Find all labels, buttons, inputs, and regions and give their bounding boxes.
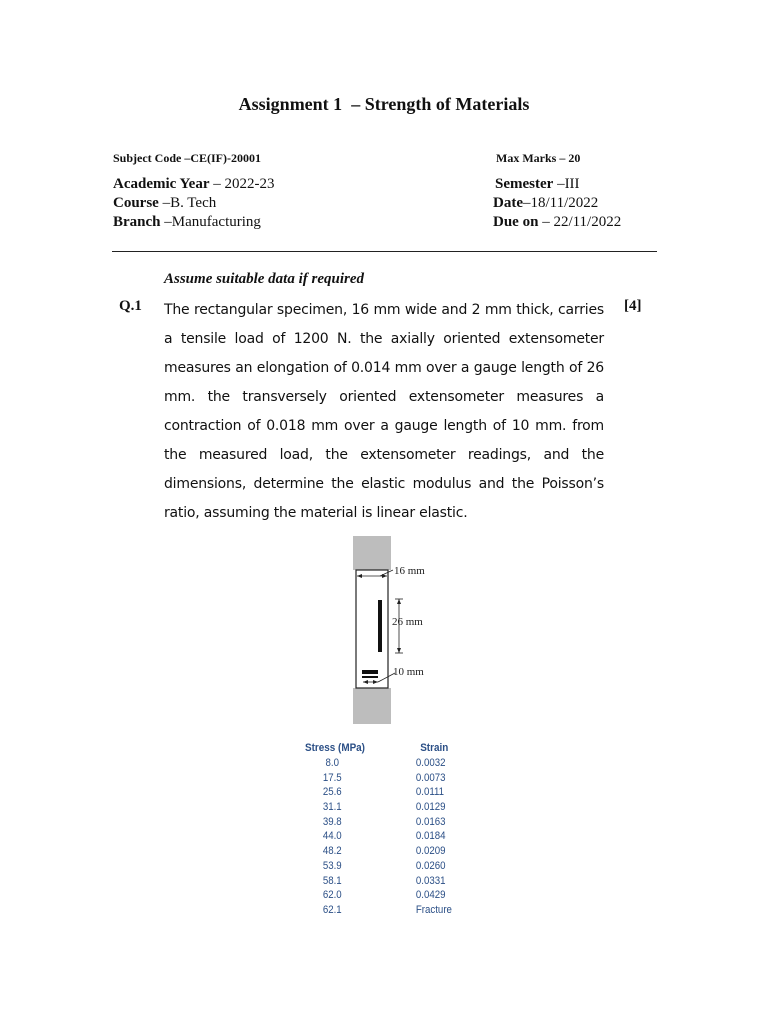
strain-cell: 0.0429: [415, 889, 446, 902]
stress-cell: 17.5: [322, 771, 342, 784]
strain-cell: 0.0209: [415, 845, 446, 858]
stress-cell: 62.0: [322, 889, 342, 902]
stress-cell: 62.1: [322, 903, 342, 916]
table-row: [305, 756, 481, 771]
semester-label: Semester: [495, 176, 554, 192]
table-row: [305, 903, 481, 918]
strain-cell: 0.0129: [415, 801, 446, 814]
table-row: [305, 844, 481, 859]
semester: [495, 176, 580, 193]
stress-cell: 31.1: [322, 801, 342, 814]
strain-cell: 0.0073: [415, 771, 446, 784]
date-value: –18/11/2022: [523, 195, 599, 211]
course: [113, 195, 216, 212]
academic-year-value: – 2022-23: [209, 176, 275, 192]
due-label: Due on: [493, 214, 539, 230]
semester-value: –III: [553, 176, 580, 192]
max-marks: Max Marks – 20: [496, 151, 581, 165]
table-row: [305, 888, 481, 903]
table-row: [305, 859, 481, 874]
table-row: [305, 874, 481, 889]
stress-cell: 8.0: [325, 757, 340, 769]
academic-year: [113, 176, 275, 193]
table-row: [305, 771, 481, 786]
instruction: Assume suitable data if required: [164, 271, 365, 287]
specimen-figure: [300, 536, 460, 726]
strain-cell: 0.0260: [415, 859, 446, 872]
strain-cell: 0.0111: [415, 786, 445, 799]
title-main: Assignment 1: [238, 94, 343, 114]
course-label: Course: [113, 195, 159, 211]
stress-cell: 48.2: [322, 845, 342, 858]
stress-cell: 53.9: [322, 859, 342, 872]
stress-strain-table: [305, 742, 505, 918]
strain-cell: 0.0184: [415, 830, 446, 843]
table-header: [305, 742, 485, 754]
stress-cell: 58.1: [322, 874, 342, 887]
table-row: [305, 815, 481, 830]
title-subject: Strength of Materials: [364, 94, 530, 114]
stress-cell: 44.0: [322, 830, 342, 843]
bottom-grip: [353, 688, 391, 724]
subject-code: Subject Code –CE(IF)-20001: [113, 151, 261, 165]
table-row: [305, 800, 481, 815]
header-divider: [112, 251, 657, 252]
strain-cell: 0.0163: [415, 815, 446, 828]
question-marks: [4]: [624, 298, 642, 314]
width-label: 16 mm: [394, 565, 425, 577]
stress-cell: 39.8: [322, 815, 342, 828]
due-value: – 22/11/2022: [538, 214, 622, 230]
date-label: Date: [493, 195, 523, 211]
column-header-stress: Stress (MPa): [305, 742, 365, 754]
transverse-extensometer: [362, 670, 378, 674]
strain-cell: 0.0331: [415, 874, 446, 887]
axial-extensometer: [378, 600, 382, 652]
date: [493, 195, 598, 212]
strain-cell: Fracture: [415, 903, 452, 916]
title-separator: –: [351, 94, 361, 114]
branch: [113, 214, 261, 231]
page-title: [0, 94, 768, 115]
question-number: Q.1: [119, 298, 142, 314]
academic-year-label: Academic Year: [113, 176, 210, 192]
stress-cell: 25.6: [322, 786, 342, 799]
transverse-gauge-label: 10 mm: [393, 666, 424, 678]
axial-gauge-label: 26 mm: [392, 616, 423, 628]
branch-label: Branch: [113, 214, 161, 230]
due-date: [493, 214, 621, 231]
branch-value: –Manufacturing: [160, 214, 261, 230]
table-row: [305, 785, 481, 800]
strain-cell: 0.0032: [415, 757, 446, 769]
column-header-strain: Strain: [420, 742, 449, 754]
table-row: [305, 829, 481, 844]
top-grip: [353, 536, 391, 570]
question-text: The rectangular specimen, 16 mm wide and 2 mm thick, carries a tensile load of 1200 N. the axially oriented extensometer measures an elongation of 0.014 mm over a gauge length of 26 mm. the transversely oriented extensometer measures a contraction of 0.018 mm over a gauge length of 10 mm. from the measured load, the extensometer readings, and the dimensions, determine the elastic modulus and the Poisson’s ratio, assuming the material is linear elastic.: [164, 302, 604, 521]
course-value: –B. Tech: [158, 195, 217, 211]
